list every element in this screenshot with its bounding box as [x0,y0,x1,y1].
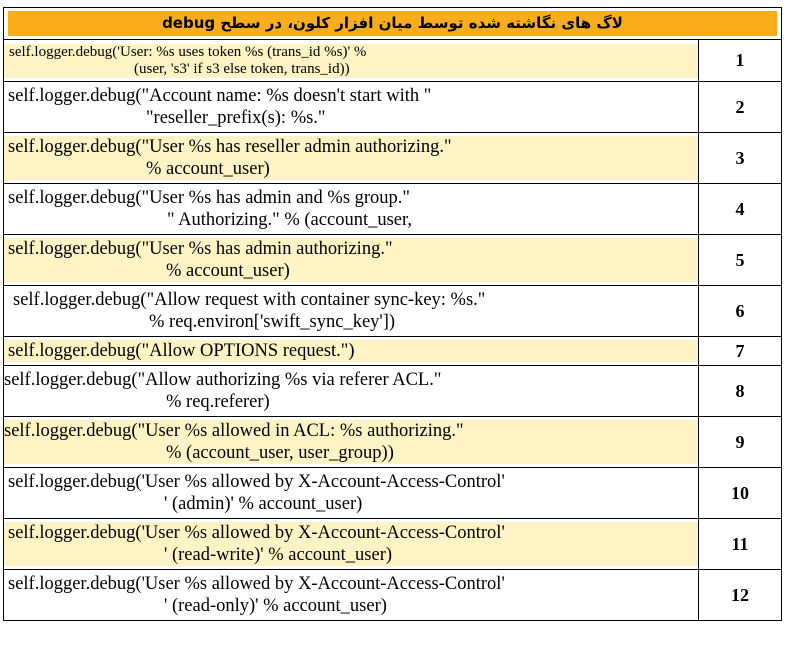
code-line: % account_user) [166,261,290,281]
code-block [4,85,698,129]
row-number: 9 [699,417,782,468]
code-line: self.logger.debug('User %s allowed by X-Account-Access-Control' [8,472,505,492]
code-block [4,573,698,617]
code-cell [4,468,699,519]
highlighted-code [4,136,698,180]
code-line: self.logger.debug("Allow authorizing %s via referer ACL." [4,370,442,390]
code-line: self.logger.debug('User: %s uses token %s (trans_id %s)' % [9,43,367,60]
code-cell [4,366,699,417]
highlighted-code [4,238,698,282]
highlighted-code [4,44,698,78]
code-block [4,471,698,515]
table-header-row [4,8,782,40]
row-number: 11 [699,519,782,570]
code-line: self.logger.debug("User %s has admin authorizing." [8,239,393,259]
row-number: 3 [699,133,782,184]
row-number: 10 [699,468,782,519]
code-line: self.logger.debug("Account name: %s doesn't start with " [8,86,432,106]
code-line: self.logger.debug("Allow OPTIONS request.") [8,341,355,361]
code-line: self.logger.debug('User %s allowed by X-Account-Access-Control' [8,523,505,543]
row-number: 7 [699,337,782,366]
code-line: % req.referer) [166,392,270,412]
row-number: 6 [699,286,782,337]
table-row [4,184,782,235]
table-row [4,40,782,82]
code-line: "reseller_prefix(s): %s." [146,108,326,128]
debug-log-table [3,7,782,621]
table-row [4,133,782,184]
table-header-cell [4,8,782,40]
row-number: 1 [699,40,782,82]
highlighted-code [4,420,698,464]
code-line: % account_user) [146,159,270,179]
code-cell [4,519,699,570]
code-cell [4,570,699,621]
code-block [4,187,698,231]
code-cell [4,133,699,184]
code-line: self.logger.debug("Allow request with container sync-key: %s." [13,290,486,310]
code-line: self.logger.debug("User %s has admin and %s group." [8,188,410,208]
code-cell [4,184,699,235]
code-cell [4,235,699,286]
table-row [4,82,782,133]
code-line: self.logger.debug("User %s allowed in ACL: %s authorizing." [4,421,464,441]
table-row [4,337,782,366]
table-row [4,468,782,519]
table-row [4,417,782,468]
code-line: % (account_user, user_group)) [166,443,394,463]
row-number: 8 [699,366,782,417]
table-row [4,519,782,570]
code-line: ' (read-write)' % account_user) [164,545,393,565]
highlighted-code [4,522,698,566]
code-line: " Authorizing." % (account_user, [167,210,413,230]
row-number: 2 [699,82,782,133]
code-line: (user, 's3' if s3 else token, trans_id)) [134,60,350,77]
code-cell [4,337,699,366]
code-line: ' (admin)' % account_user) [164,494,363,514]
code-block [4,289,698,333]
code-cell [4,417,699,468]
code-block [4,369,698,413]
row-number: 5 [699,235,782,286]
row-number: 4 [699,184,782,235]
table-row [4,366,782,417]
code-cell [4,286,699,337]
code-cell [4,40,699,82]
table-row [4,570,782,621]
table-title: لاگ های نگاشته شده توسط میان افزار کلون، در سطح debug [8,11,777,36]
row-number: 12 [699,570,782,621]
code-line: self.logger.debug('User %s allowed by X-Account-Access-Control' [8,574,505,594]
table-row [4,286,782,337]
table-row [4,235,782,286]
code-line: ' (read-only)' % account_user) [164,596,387,616]
code-line: self.logger.debug("User %s has reseller admin authorizing." [8,137,452,157]
code-cell [4,82,699,133]
highlighted-code [4,340,698,362]
code-line: % req.environ['swift_sync_key']) [149,312,396,332]
